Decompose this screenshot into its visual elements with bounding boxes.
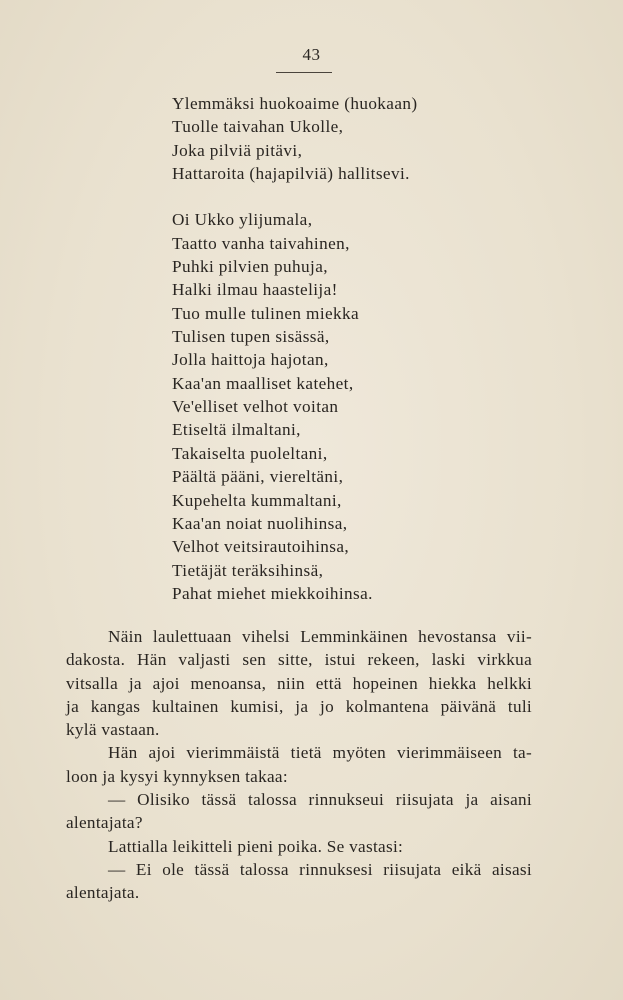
page-number-rule xyxy=(276,72,332,73)
prose-line: Näin laulettuaan vihelsi Lemminkäinen hevostansa vii- xyxy=(108,627,532,646)
stanza-gap xyxy=(172,185,552,208)
prose-line: dakosta. Hän valjasti sen sitte, istui rekeen, laski virkkua xyxy=(66,650,532,670)
verse-line: Jolla haittoja hajotan, xyxy=(172,350,329,370)
verse-line: Hattaroita (hajapilviä) hallitsevi. xyxy=(172,164,410,184)
stanza-1 xyxy=(172,92,552,185)
poem xyxy=(172,92,552,605)
verse-line: Velhot veitsirautoihinsa, xyxy=(172,537,350,557)
verse-line: Tuolle taivahan Ukolle, xyxy=(172,117,344,137)
verse-line: Ve'elliset velhot voitan xyxy=(172,397,339,417)
verse-line: Pahat miehet miekkoihinsa. xyxy=(172,583,373,603)
prose-line: loon ja kysyi kynnyksen takaa: xyxy=(66,766,288,786)
prose-line: Lattialla leikitteli pieni poika. Se vastasi: xyxy=(108,836,404,856)
verse-line: Päältä pääni, viereltäni, xyxy=(172,467,344,487)
verse-line: Ylemmäksi huokoaime (huokaan) xyxy=(172,94,418,113)
verse-line: Joka pilviä pitävi, xyxy=(172,140,303,160)
verse-line: Puhki pilvien puhuja, xyxy=(172,257,328,277)
prose-line: alentajata. xyxy=(66,883,140,903)
prose-line: kylä vastaan. xyxy=(66,720,160,740)
prose-line: vitsalla ja ajoi menoansa, niin että hopeinen hiekka helkki xyxy=(66,673,532,693)
verse-line: Kaa'an maalliset katehet, xyxy=(172,373,354,393)
verse-line: Etiseltä ilmaltani, xyxy=(172,420,301,440)
verse-line: Kaa'an noiat nuolihinsa, xyxy=(172,513,348,533)
prose-line: ja kangas kultainen kumisi, ja jo kolmantena päivänä tuli xyxy=(66,696,532,716)
verse-line: Oi Ukko ylijumala, xyxy=(172,210,313,230)
verse-line: Taatto vanha taivahinen, xyxy=(172,233,350,253)
page-number: 43 xyxy=(302,45,321,64)
verse-line: Tietäjät teräksihinsä, xyxy=(172,560,324,580)
prose-line: Hän ajoi vierimmäistä tietä myöten vierimmäiseen ta- xyxy=(108,743,532,763)
prose-line: alentajata? xyxy=(66,813,143,833)
prose-text xyxy=(66,625,532,905)
verse-line: Halki ilmau haastelija! xyxy=(172,280,338,300)
stanza-2 xyxy=(172,208,552,605)
verse-line: Tuo mulle tulinen miekka xyxy=(172,303,360,323)
verse-line: Tulisen tupen sisässä, xyxy=(172,327,330,347)
verse-line: Kupehelta kummaltani, xyxy=(172,490,342,510)
verse-line: Takaiselta puoleltani, xyxy=(172,443,328,463)
prose-line: — Ei ole tässä talossa rinnuksesi riisujata eikä aisasi xyxy=(108,859,532,879)
prose-line: — Olisiko tässä talossa rinnukseui riisujata ja aisani xyxy=(108,790,532,810)
